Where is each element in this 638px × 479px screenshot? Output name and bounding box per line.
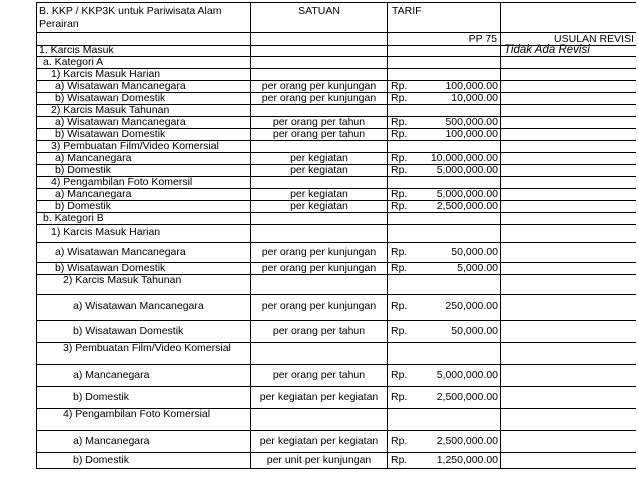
item-label: 1. Karcis Masuk [39,44,114,56]
satuan-cell [250,294,387,320]
item-label: b) Wisatawan Domestik [73,325,184,337]
tarif-cell [387,224,501,242]
item-cell [36,386,250,408]
satuan-cell [250,386,387,408]
item-cell [36,212,250,224]
item-label: a) Wisatawan Mancanegara [73,300,204,312]
satuan-cell [250,188,387,200]
header-item-cell [36,3,250,33]
item-cell [36,92,250,104]
satuan-cell [250,242,387,262]
usulan-cell [502,68,636,80]
header-item-line1: B. KKP / KKP3K untuk Pariwisata Alam [39,5,222,17]
satuan-cell [250,200,387,212]
tarif-cell [387,294,501,320]
table-row [36,430,636,453]
item-label: a) Wisatawan Mancanegara [55,246,186,258]
usulan-cell [502,294,636,320]
tarif-cell [387,176,501,188]
table-row [36,342,636,365]
usulan-cell [502,430,636,452]
item-label: 2) Karcis Masuk Tahunan [51,104,170,116]
satuan-cell [250,116,387,128]
item-cell [36,364,250,386]
satuan-text: per orang per kunjungan [261,92,377,104]
usulan-cell [502,80,636,92]
header-pp: PP 75 [468,33,497,45]
satuan-text: per kegiatan [290,164,348,176]
tarif-cell [387,386,501,408]
item-cell [36,152,250,164]
table-row [36,386,636,409]
item-label: b) Domestik [73,454,130,466]
satuan-text: per orang per tahun [272,325,366,337]
item-cell [36,430,250,452]
tarif-amount: 500,000.00 [445,116,498,128]
item-cell [36,274,250,294]
tarif-cell [387,212,501,224]
satuan-text: per kegiatan per kegiatan [259,391,379,403]
satuan-cell [250,44,387,56]
usulan-cell [502,342,636,364]
satuan-cell [250,452,387,468]
tarif-cell [387,430,501,452]
satuan-cell [250,212,387,224]
usulan-cell [502,152,636,164]
item-cell [36,80,250,92]
currency-label: Rp. [391,188,408,200]
tarif-cell [387,68,501,80]
item-label: b) Domestik [55,200,112,212]
tarif-amount: 50,000.00 [451,246,498,258]
item-label: a) Mancanegara [73,369,150,381]
item-cell [36,452,250,468]
currency-label: Rp. [391,116,408,128]
item-label: 2) Karcis Masuk Tahunan [63,274,182,286]
item-cell [36,294,250,320]
item-cell [36,188,250,200]
usulan-cell [502,188,636,200]
satuan-text: per orang per tahun [272,116,366,128]
currency-label: Rp. [391,128,408,140]
item-label: a) Mancanegara [55,152,132,164]
tarif-cell [387,164,501,176]
satuan-cell [250,342,387,364]
usulan-cell [502,92,636,104]
tarif-cell [387,408,501,430]
item-label: b) Wisatawan Domestik [55,128,166,140]
table-row [36,242,636,263]
header-satuan-cell [250,3,387,33]
satuan-text: per orang per kunjungan [261,262,377,274]
currency-label: Rp. [391,435,408,447]
item-cell [36,56,250,68]
usulan-cell [502,386,636,408]
currency-label: Rp. [391,369,408,381]
satuan-cell [250,140,387,152]
satuan-text: per orang per kunjungan [261,80,377,92]
item-cell [36,242,250,262]
currency-label: Rp. [391,164,408,176]
tarif-amount: 10,000.00 [451,92,498,104]
item-cell [36,140,250,152]
satuan-cell [250,224,387,242]
currency-label: Rp. [391,262,408,274]
usulan-cell [502,320,636,342]
satuan-cell [250,176,387,188]
tarif-cell [387,104,501,116]
item-cell [36,128,250,140]
satuan-cell [250,56,387,68]
satuan-text: per kegiatan [290,200,348,212]
usulan-cell [502,164,636,176]
satuan-cell [250,274,387,294]
item-label: 4) Pengambilan Foto Komersial [63,408,211,420]
usulan-cell [502,224,636,242]
tarif-cell [387,274,501,294]
item-label: a) Wisatawan Mancanegara [55,80,186,92]
table-row [36,452,636,469]
tarif-amount: 2,500,000.00 [436,435,498,447]
tarif-amount: 1,250,000.00 [436,454,498,466]
satuan-cell [250,364,387,386]
tarif-amount: 2,500,000.00 [436,200,498,212]
tarif-cell [387,44,501,56]
tarif-cell [387,152,501,164]
item-label: 1) Karcis Masuk Harian [51,226,161,238]
tarif-amount: 5,000,000.00 [436,188,498,200]
tarif-amount: 10,000,000.00 [430,152,498,164]
item-label: b) Wisatawan Domestik [55,262,166,274]
tarif-amount: 100,000.00 [445,128,498,140]
usulan-cell [502,200,636,212]
tariff-table [36,2,636,479]
satuan-cell [250,320,387,342]
satuan-text: per kegiatan [290,152,348,164]
currency-label: Rp. [391,391,408,403]
header-tarif-cell [387,3,501,33]
satuan-cell [250,80,387,92]
item-label: b) Domestik [55,164,112,176]
usulan-cell [502,408,636,430]
usulan-cell [502,274,636,294]
satuan-text: per unit per kunjungan [266,454,372,466]
tarif-amount: 250,000.00 [445,300,498,312]
table-row [36,224,636,243]
satuan-cell [250,262,387,274]
header-row-1 [36,2,636,33]
tarif-cell [387,188,501,200]
satuan-cell [250,128,387,140]
satuan-text: per orang per tahun [272,369,366,381]
item-label: b) Domestik [73,391,130,403]
currency-label: Rp. [391,325,408,337]
satuan-cell [250,164,387,176]
tarif-cell [387,342,501,364]
item-cell [36,176,250,188]
usulan-cell [502,140,636,152]
satuan-text: per orang per tahun [272,128,366,140]
satuan-cell [250,104,387,116]
item-cell [36,164,250,176]
currency-label: Rp. [391,200,408,212]
usulan-cell [502,56,636,68]
tarif-cell [387,320,501,342]
usulan-cell [502,116,636,128]
usulan-cell [502,104,636,116]
tarif-amount: 100,000.00 [445,80,498,92]
tarif-cell [387,242,501,262]
satuan-cell [250,92,387,104]
currency-label: Rp. [391,246,408,258]
item-label: a. Kategori A [43,56,104,68]
tarif-cell [387,262,501,274]
item-label: 4) Pengambilan Foto Komersil [51,176,193,188]
header-item-line2: Perairan [39,18,79,30]
table-row [36,294,636,321]
item-label: 3) Pembuatan Film/Video Komersial [63,342,231,354]
usulan-cell [502,364,636,386]
tarif-amount: 50,000.00 [451,325,498,337]
header-usulan: USULAN REVISI [554,33,634,45]
tarif-cell [387,452,501,468]
item-cell [36,104,250,116]
satuan-cell [250,430,387,452]
tarif-cell [387,80,501,92]
tarif-cell [387,140,501,152]
currency-label: Rp. [391,92,408,104]
satuan-text: per kegiatan per kegiatan [259,435,379,447]
item-label: 1) Karcis Masuk Harian [51,68,161,80]
item-cell [36,262,250,274]
currency-label: Rp. [391,300,408,312]
header-satuan: SATUAN [298,5,340,17]
usulan-cell [502,212,636,224]
tarif-cell [387,92,501,104]
item-label: a) Mancanegara [55,188,132,200]
usulan-cell [502,242,636,262]
tarif-amount: 5,000.00 [457,262,498,274]
satuan-text: per kegiatan [290,188,348,200]
usulan-cell [502,262,636,274]
item-cell [36,44,250,56]
tarif-cell [387,116,501,128]
tarif-cell [387,200,501,212]
item-label: a) Wisatawan Mancanegara [55,116,186,128]
tarif-amount: 5,000,000.00 [436,164,498,176]
table-row [36,364,636,387]
item-cell [36,342,250,364]
item-cell [36,320,250,342]
usulan-cell [502,128,636,140]
tarif-amount: 2,500,000.00 [436,391,498,403]
item-cell [36,200,250,212]
table-row [36,408,636,431]
tarif-cell [387,364,501,386]
satuan-cell [250,152,387,164]
item-cell [36,116,250,128]
usulan-cell [502,452,636,468]
satuan-text: per orang per kunjungan [261,246,377,258]
table-row [36,320,636,343]
item-cell [36,408,250,430]
revision-note: Tidak Ada Revisi [504,44,590,56]
tarif-cell [387,128,501,140]
item-label: b) Wisatawan Domestik [55,92,166,104]
currency-label: Rp. [391,454,408,466]
satuan-cell [250,408,387,430]
header-tarif: TARIF [392,5,422,17]
currency-label: Rp. [391,152,408,164]
usulan-cell [502,176,636,188]
item-label: b. Kategori B [43,212,104,224]
satuan-cell [250,68,387,80]
tarif-cell [387,56,501,68]
usulan-cell [502,44,636,56]
item-cell [36,224,250,242]
satuan-text: per orang per kunjungan [261,300,377,312]
tarif-amount: 5,000,000.00 [436,369,498,381]
item-label: 3) Pembuatan Film/Video Komersial [51,140,219,152]
currency-label: Rp. [391,80,408,92]
item-cell [36,68,250,80]
item-label: a) Mancanegara [73,435,150,447]
table-row [36,274,636,295]
